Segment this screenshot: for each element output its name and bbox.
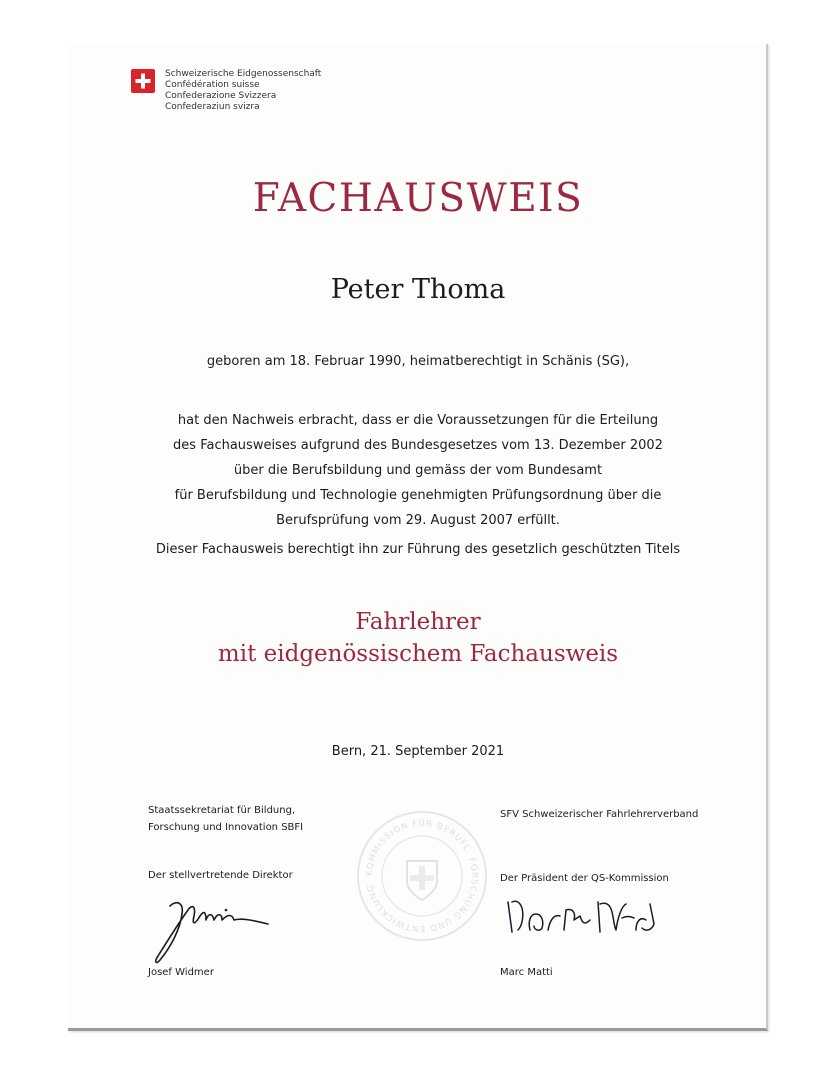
place-date: Bern, 21. September 2021 [331,744,505,759]
body-line: hat den Nachweis erbracht, dass er die Voraussetzungen für die Erteilung [177,413,659,428]
body-line: Berufsprüfung vom 29. August 2007 erfüllt. [276,513,560,528]
right-role: Der Präsident der QS-Kommission [500,873,669,884]
embossed-seal [352,806,492,946]
left-org-line-2: Forschung und Innovation SBFI [148,822,304,833]
header-line-fr: Confédération suisse [165,80,260,90]
swiss-flag-icon [131,69,155,93]
certificate-sheet [68,44,768,1031]
right-organization: SFV Schweizerischer Fahrlehrerverband [500,809,699,820]
entitlement-line: Dieser Fachausweis berechtigt ihn zur Führung des gesetzlich geschützten Titels [155,542,681,557]
left-organization [148,802,303,836]
right-signatory-name: Marc Matti [500,967,553,978]
qualification-line-1: Fahrlehrer [355,609,481,635]
document-title: FACHAUSWEIS [252,176,584,221]
header-line-de: Schweizerische Eidgenossenschaft [165,69,322,79]
signature-matti [502,890,662,940]
signature-widmer [148,890,278,970]
federal-header [165,69,321,113]
birth-line: geboren am 18. Februar 1990, heimatberechtigt in Schänis (SG), [206,354,630,369]
header-line-it: Confederazione Svizzera [165,91,277,101]
left-org-line-1: Staatssekretariat für Bildung, [148,805,296,816]
header-line-rm: Confederaziun svizra [165,102,260,112]
qualification-line-2: mit eidgenössischem Fachausweis [217,641,619,667]
body-text [68,408,768,533]
seal-text: KOMMISSION FÜR BERUFL. FORSCHUNG UND ENTWICKLUNG [364,818,480,934]
body-line: für Berufsbildung und Technologie genehmigten Prüfungsordnung über die [174,488,662,503]
left-signatory-name: Josef Widmer [148,967,214,978]
holder-name: Peter Thoma [330,274,506,305]
body-line: des Fachausweises aufgrund des Bundesgesetzes vom 13. Dezember 2002 [173,438,663,453]
left-role: Der stellvertretende Direktor [148,870,293,881]
body-line: über die Berufsbildung und gemäss der vom Bundesamt [233,463,603,478]
qualification-title [68,606,768,670]
